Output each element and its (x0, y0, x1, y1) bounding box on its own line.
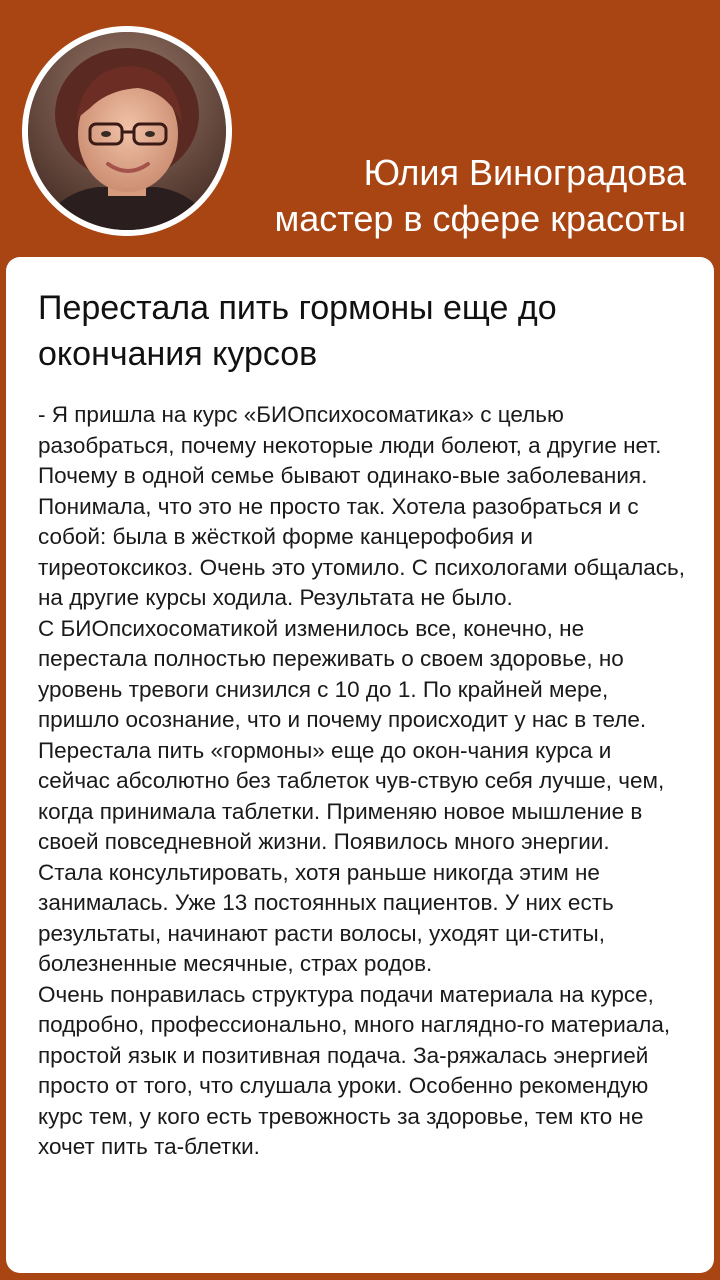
avatar (22, 26, 232, 236)
review-paragraph: - Я пришла на курс «БИОпсихосоматика» с целью разобраться, почему некоторые люди болеют, а другие нет. Почему в одной семье бывают одинако-вые заболевания. Понимала, что это не просто так. Хотела разобраться и с собой: была в жёсткой форме канцерофобия и тиреотоксикоз. Очень это утомило. С психологами общалась, на другие курсы ходила. Результата не было. (38, 402, 685, 610)
review-paragraph: С БИОпсихосоматикой изменилось все, конечно, не перестала полностью переживать о своем здоровье, но уровень тревоги снизился с 10 до 1. По крайней мере, пришло осознание, что и почему происходит у нас в теле. Перестала пить «гормоны» еще до окон-чания курса и сейчас абсолютно без таблеток чув-ствую себя лучше, чем, когда принимала таблетки. Применяю новое мышление в своей повседневной жизни. Появилось много энергии. (38, 615, 665, 854)
person-photo-icon (28, 32, 226, 230)
person-name: Юлия Виноградова (363, 152, 686, 193)
review-text (38, 400, 686, 1163)
review-paragraph: Очень понравилась структура подачи материала на курсе, подробно, профессионально, много наглядно-го материала, простой язык и позитивная подача. За-ряжалась энергией просто от того, что слушала уроки. Особенно рекомендую курс тем, у кого есть тревожность за здоровье, тем кто не хочет пить та-блетки. (38, 981, 671, 1159)
review-paragraph: Стала консультировать, хотя раньше никогда этим не занималась. Уже 13 постоянных пациентов. У них есть результаты, начинают расти волосы, уходят ци-ститы, болезненные месячные, страх родов. (38, 859, 614, 976)
person-role: мастер в сфере красоты (274, 198, 686, 239)
review-headline: Перестала пить гормоны еще до окончания курсов (38, 289, 557, 373)
